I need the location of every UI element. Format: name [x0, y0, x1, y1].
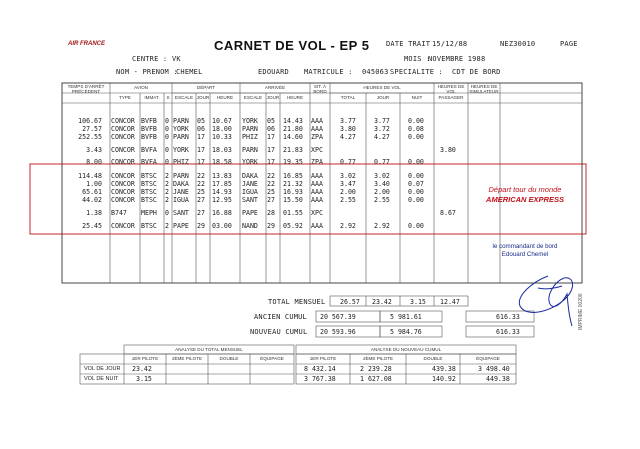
col-immat-cell: BTSC [141, 196, 157, 204]
analysis-cumul-col-4: ÉQUIPAGE [476, 356, 500, 361]
col-s-cell: 2 [165, 188, 169, 196]
col-dep-heure-cell: 13.83 [212, 172, 232, 180]
col-dep-escale-cell: PARN [173, 172, 189, 180]
col-dep-escale-cell: PARN [173, 117, 189, 125]
nom-label: NOM - PRENOM : [116, 68, 178, 76]
col-type-cell: CONCOR [111, 188, 135, 196]
col-dep-jour-cell: 27 [197, 196, 205, 204]
col-arr-jour-cell: 17 [267, 158, 275, 166]
analysis-mensuel-col-4: ÉQUIPAGE [260, 356, 284, 361]
col-total-header: TOTAL [340, 95, 356, 100]
col-immat-cell: BTSC [141, 180, 157, 188]
col-temps-cell: 25.45 [82, 222, 102, 230]
col-dep-jour-cell: 27 [197, 209, 205, 217]
col-dep-jour-cell: 06 [197, 125, 205, 133]
col-dep-escale-cell: JANE [173, 188, 189, 196]
col-dep-heure-cell: 12.95 [212, 196, 232, 204]
col-immat-header: IMMAT. [144, 95, 160, 100]
col-arr-escale-cell: YORK [242, 158, 258, 166]
mois-value: NOVEMBRE 1988 [428, 55, 486, 63]
col-total-cell: 4.27 [340, 133, 356, 141]
col-type-cell: CONCOR [111, 196, 135, 204]
col-dep-jour-header: JOUR [196, 95, 210, 100]
nouveau-cumul-pass: 616.33 [496, 328, 520, 336]
prenom-value: EDOUARD [258, 68, 289, 76]
analysis-row-jour-p1: 23.42 [132, 365, 152, 373]
col-arr-heure-cell: 14.60 [283, 133, 303, 141]
col-s-cell: 0 [165, 133, 169, 141]
col-immat-cell: BVFA [141, 146, 157, 154]
col-temps-cell: 8.00 [86, 158, 102, 166]
col-arr-escale-cell: NAND [242, 222, 258, 230]
date-trait-label: DATE TRAIT [386, 40, 431, 48]
col-type-header: TYPE [119, 95, 131, 100]
analysis-cumul-nuit-double: 140.92 [432, 375, 456, 383]
col-arr-escale-cell: PARN [242, 125, 258, 133]
col-heures-vol-header: HEURES DE VOL [363, 85, 401, 90]
col-nuit-cell: 0.00 [408, 133, 424, 141]
col-arr-jour-header: JOUR [266, 95, 280, 100]
col-passager-header: HEURES DE VOL PASSAGER [437, 84, 465, 100]
col-arr-jour-cell: 22 [267, 180, 275, 188]
page-label: PAGE [560, 40, 578, 48]
annotation-line-2: AMERICAN EXPRESS [486, 195, 564, 204]
col-type-cell: B747 [111, 209, 127, 217]
col-dep-heure-cell: 16.88 [212, 209, 232, 217]
col-nuit-cell: 0.00 [408, 117, 424, 125]
col-nuit-cell: 0.00 [408, 172, 424, 180]
col-dep-escale-cell: YORK [173, 146, 189, 154]
col-sit-cell: XPC [311, 209, 323, 217]
col-total-cell: 3.47 [340, 180, 356, 188]
analysis-cumul-jour-double: 439.38 [432, 365, 456, 373]
ancien-cumul-pass: 616.33 [496, 313, 520, 321]
col-arr-jour-cell: 28 [267, 209, 275, 217]
col-arr-escale-cell: PARN [242, 146, 258, 154]
col-dep-heure-cell: 18.03 [212, 146, 232, 154]
col-immat-cell: BVFA [141, 158, 157, 166]
col-immat-cell: BTSC [141, 172, 157, 180]
col-nuit-cell: 0.00 [408, 158, 424, 166]
col-dep-escale-cell: DAKA [173, 180, 189, 188]
col-arr-jour-cell: 05 [267, 117, 275, 125]
col-arr-escale-cell: YORK [242, 117, 258, 125]
col-s-cell: 0 [165, 158, 169, 166]
analysis-cumul-jour-p1: 8 432.14 [304, 365, 336, 373]
col-arr-jour-cell: 17 [267, 133, 275, 141]
col-arr-jour-cell: 25 [267, 188, 275, 196]
col-depart-header: DÉPART [196, 85, 216, 90]
col-jour-cell: 4.27 [374, 133, 390, 141]
col-s-cell: 2 [165, 222, 169, 230]
col-dep-escale-cell: PARN [173, 133, 189, 141]
col-type-cell: CONCOR [111, 133, 135, 141]
date-trait-value: 15/12/88 [432, 40, 468, 48]
analysis-cumul-nuit-p1: 3 767.38 [304, 375, 336, 383]
nouveau-cumul-label: NOUVEAU CUMUL [250, 328, 308, 336]
col-dep-jour-cell: 17 [197, 146, 205, 154]
total-mensuel-label: TOTAL MENSUEL [268, 298, 326, 306]
col-avion-header: AVION [134, 85, 148, 90]
analysis-cumul-nuit-equipage: 449.38 [486, 375, 510, 383]
col-sit-cell: AAA [311, 172, 323, 180]
nouveau-cumul-nuit: 5 984.76 [390, 328, 422, 336]
col-type-cell: CONCOR [111, 222, 135, 230]
col-nuit-cell: 0.08 [408, 125, 424, 133]
analysis-cumul-nuit-p2: 1 627.08 [360, 375, 392, 383]
col-dep-heure-cell: 14.93 [212, 188, 232, 196]
col-immat-cell: BVFB [141, 117, 157, 125]
col-arr-escale-cell: SANT [242, 196, 258, 204]
col-temps-header: TEMPS D'ARRÊT PRÉCÉDENT [67, 84, 105, 95]
col-type-cell: CONCOR [111, 172, 135, 180]
col-jour-cell: 3.40 [374, 180, 390, 188]
col-jour-cell: 2.55 [374, 196, 390, 204]
col-arr-escale-cell: IGUA [242, 188, 258, 196]
analysis-cumul-title: ANALYSE DU NOUVEAU CUMUL [370, 347, 442, 352]
analysis-mensuel-col-2: 2ÈME PILOTE [171, 356, 203, 361]
col-immat-cell: MEPH [141, 209, 157, 217]
col-total-cell: 2.00 [340, 188, 356, 196]
col-arr-heure-cell: 01.55 [283, 209, 303, 217]
col-temps-cell: 1.38 [86, 209, 102, 217]
col-temps-cell: 3.43 [86, 146, 102, 154]
col-arr-escale-cell: JANE [242, 180, 258, 188]
ancien-cumul-label: ANCIEN CUMUL [254, 313, 307, 321]
col-arr-heure-cell: 05.92 [283, 222, 303, 230]
col-passager-cell: 3.80 [440, 146, 456, 154]
nouveau-cumul-total: 20 593.96 [320, 328, 356, 336]
ancien-cumul-nuit: 5 981.61 [390, 313, 422, 321]
col-total-cell: 3.77 [340, 117, 356, 125]
col-dep-heure-cell: 10.33 [212, 133, 232, 141]
col-type-cell: CONCOR [111, 180, 135, 188]
col-temps-cell: 65.61 [82, 188, 102, 196]
col-dep-heure-cell: 18.58 [212, 158, 232, 166]
col-dep-escale-cell: PAPE [173, 222, 189, 230]
col-nuit-cell: 0.00 [408, 196, 424, 204]
signature [519, 276, 572, 326]
col-dep-heure-cell: 17.85 [212, 180, 232, 188]
col-nuit-cell: 0.00 [408, 222, 424, 230]
col-sit-cell: AAA [311, 196, 323, 204]
col-arr-heure-cell: 21.80 [283, 125, 303, 133]
col-total-cell: 0.77 [340, 158, 356, 166]
col-temps-cell: 106.67 [78, 117, 102, 125]
analysis-row-nuit-label: VOL DE NUIT [84, 376, 119, 382]
col-s-cell: 0 [165, 125, 169, 133]
col-simulateur-header: HEURES DE SIMULATEUR [469, 84, 499, 95]
col-sit-cell: AAA [311, 222, 323, 230]
col-s-header: S [166, 95, 170, 100]
col-dep-heure-cell: 18.00 [212, 125, 232, 133]
col-jour-cell: 0.77 [374, 158, 390, 166]
col-s-cell: 2 [165, 180, 169, 188]
col-arr-heure-cell: 16.93 [283, 188, 303, 196]
col-temps-cell: 252.55 [78, 133, 102, 141]
analysis-cumul-jour-p2: 2 239.28 [360, 365, 392, 373]
col-total-cell: 3.80 [340, 125, 356, 133]
analysis-row-jour-label: VOL DE JOUR [84, 366, 121, 372]
centre-value: VK [172, 55, 181, 63]
col-s-cell: 2 [165, 196, 169, 204]
matricule-value: 045063 [362, 68, 389, 76]
col-sit-cell: ZPA [311, 133, 323, 141]
analysis-cumul-col-3: DOUBLE [423, 356, 443, 361]
ancien-cumul-total: 20 567.39 [320, 313, 356, 321]
col-arr-heure-cell: 14.43 [283, 117, 303, 125]
analysis-mensuel-title: ANALYSE DU TOTAL MENSUEL [175, 347, 243, 352]
col-jour-cell: 2.00 [374, 188, 390, 196]
col-dep-heure-cell: 03.00 [212, 222, 232, 230]
col-arr-escale-cell: PHIZ [242, 133, 258, 141]
col-immat-cell: BVFB [141, 133, 157, 141]
total-mensuel-total: 26.57 [340, 298, 360, 306]
col-nuit-cell: 0.00 [408, 188, 424, 196]
col-total-cell: 2.55 [340, 196, 356, 204]
matricule-label: MATRICULE : [304, 68, 353, 76]
analysis-mensuel-col-1: 1ER PILOTE [131, 356, 159, 361]
col-nuit-cell: 0.07 [408, 180, 424, 188]
col-dep-jour-cell: 22 [197, 180, 205, 188]
col-dep-jour-cell: 22 [197, 172, 205, 180]
side-print-code: IMPRIMÉ 00206 [578, 293, 584, 330]
col-arr-jour-cell: 22 [267, 172, 275, 180]
col-nuit-header: NUIT [411, 95, 423, 100]
col-arr-heure-cell: 16.85 [283, 172, 303, 180]
col-type-cell: CONCOR [111, 125, 135, 133]
col-sit-header: SIT. À BORD [313, 84, 327, 95]
col-arr-heure-cell: 15.50 [283, 196, 303, 204]
col-temps-cell: 44.02 [82, 196, 102, 204]
col-jour-header: JOUR [376, 95, 390, 100]
col-arr-escale-cell: PAPE [242, 209, 258, 217]
col-sit-cell: AAA [311, 180, 323, 188]
col-arr-jour-cell: 27 [267, 196, 275, 204]
annotation-line-1: Départ tour du monde [488, 185, 562, 194]
specialite-value: CDT DE BORD [452, 68, 501, 76]
col-sit-cell: AAA [311, 188, 323, 196]
analysis-mensuel-col-3: DOUBLE [219, 356, 239, 361]
total-mensuel-pass: 12.47 [440, 298, 460, 306]
page-title: CARNET DE VOL - EP 5 [214, 38, 370, 53]
col-sit-cell: AAA [311, 125, 323, 133]
analysis-cumul-col-1: 1ER PILOTE [309, 356, 337, 361]
mois-label: MOIS : [404, 55, 431, 63]
total-mensuel-nuit: 3.15 [410, 298, 426, 306]
col-s-cell: 2 [165, 172, 169, 180]
col-passager-cell: 8.67 [440, 209, 456, 217]
col-type-cell: CONCOR [111, 158, 135, 166]
col-dep-escale-header: ESCALE [174, 95, 194, 100]
col-sit-cell: ZPA [311, 158, 323, 166]
col-arr-jour-cell: 06 [267, 125, 275, 133]
col-jour-cell: 3.72 [374, 125, 390, 133]
col-s-cell: 0 [165, 146, 169, 154]
col-dep-escale-cell: SANT [173, 209, 189, 217]
analysis-cumul-col-2: 2ÈME PILOTE [362, 356, 394, 361]
nom-value: CHEMEL [176, 68, 203, 76]
col-jour-cell: 2.92 [374, 222, 390, 230]
col-immat-cell: BTSC [141, 222, 157, 230]
col-arr-escale-cell: DAKA [242, 172, 258, 180]
col-sit-cell: AAA [311, 117, 323, 125]
col-type-cell: CONCOR [111, 146, 135, 154]
analysis-row-nuit-p1: 3.15 [136, 375, 152, 383]
col-s-cell: 0 [165, 117, 169, 125]
col-dep-jour-cell: 25 [197, 188, 205, 196]
col-s-cell: 0 [165, 209, 169, 217]
col-dep-escale-cell: PHIZ [173, 158, 189, 166]
col-dep-jour-cell: 29 [197, 222, 205, 230]
col-jour-cell: 3.77 [374, 117, 390, 125]
total-mensuel-jour: 23.42 [372, 298, 392, 306]
col-arr-jour-cell: 29 [267, 222, 275, 230]
col-total-cell: 3.02 [340, 172, 356, 180]
form-code: NEZ30010 [500, 40, 536, 48]
col-total-cell: 2.92 [340, 222, 356, 230]
col-dep-escale-cell: IGUA [173, 196, 189, 204]
col-sit-cell: XPC [311, 146, 323, 154]
centre-label: CENTRE : [132, 55, 168, 63]
col-temps-cell: 114.48 [78, 172, 102, 180]
col-dep-heure-cell: 10.67 [212, 117, 232, 125]
col-jour-cell: 3.02 [374, 172, 390, 180]
col-temps-cell: 1.00 [86, 180, 102, 188]
col-dep-jour-cell: 05 [197, 117, 205, 125]
col-temps-cell: 27.57 [82, 125, 102, 133]
col-arr-heure-header: HEURE [286, 95, 304, 100]
analysis-cumul-jour-equipage: 3 498.40 [478, 365, 510, 373]
col-arrivee-header: ARRIVÉE [264, 85, 286, 90]
col-arr-heure-cell: 21.83 [283, 146, 303, 154]
col-dep-escale-cell: YORK [173, 125, 189, 133]
signature-note-line-1: le commandant de bord [492, 243, 558, 250]
col-immat-cell: BTSC [141, 188, 157, 196]
signature-note-line-2: Edouard Chemel [501, 251, 549, 258]
col-arr-escale-header: ESCALE [243, 95, 263, 100]
specialite-label: SPECIALITE : [390, 68, 443, 76]
col-dep-jour-cell: 17 [197, 158, 205, 166]
air-france-logo: AIR FRANCE [68, 41, 105, 47]
col-arr-jour-cell: 17 [267, 146, 275, 154]
col-dep-jour-cell: 17 [197, 133, 205, 141]
col-type-cell: CONCOR [111, 117, 135, 125]
col-dep-heure-header: HEURE [216, 95, 234, 100]
col-arr-heure-cell: 19.35 [283, 158, 303, 166]
col-arr-heure-cell: 21.32 [283, 180, 303, 188]
col-immat-cell: BVFB [141, 125, 157, 133]
